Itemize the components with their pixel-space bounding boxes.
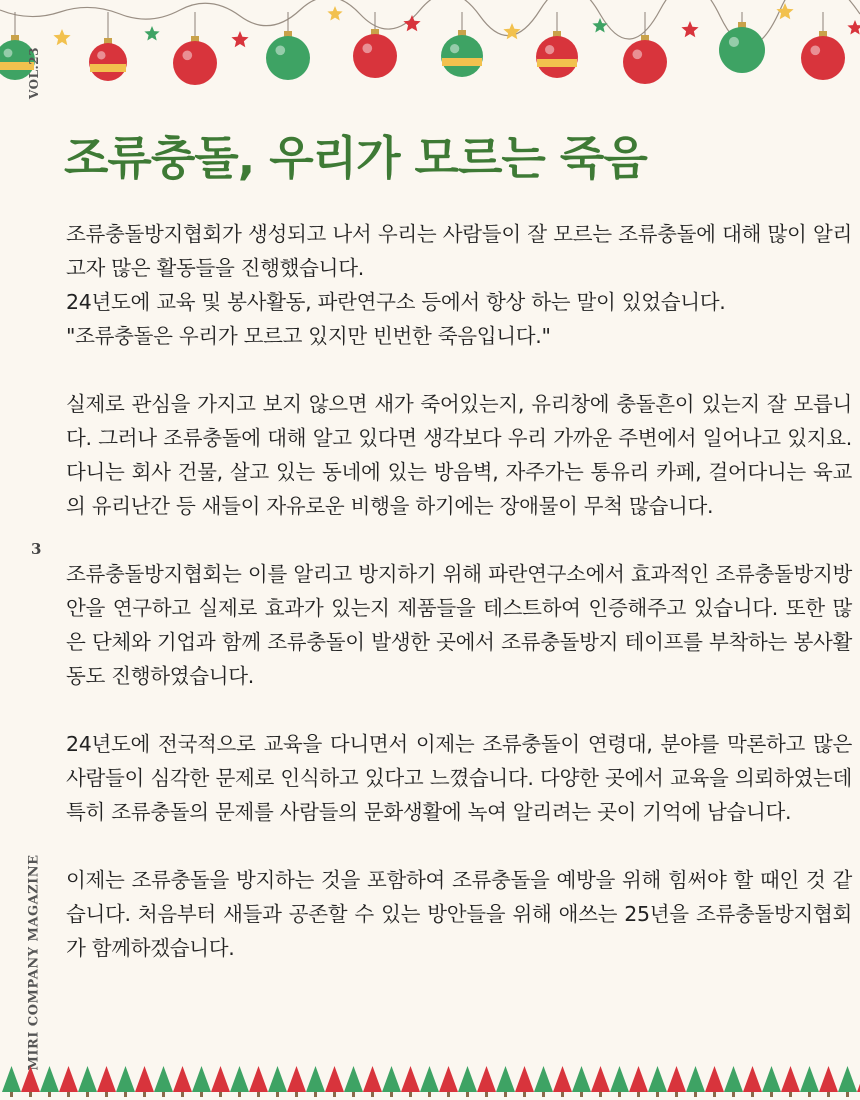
tree-icon <box>97 1066 116 1092</box>
tree-icon <box>268 1066 287 1092</box>
star-icon <box>144 26 159 41</box>
tree-icon <box>762 1066 781 1092</box>
paragraph-2 <box>66 387 852 523</box>
tree-icon <box>458 1066 477 1092</box>
tree-icon <box>610 1066 629 1092</box>
volume-label: VOL.23 <box>27 47 41 99</box>
tree-icon <box>306 1066 325 1092</box>
star-icon <box>776 3 793 19</box>
paragraph-4 <box>66 727 852 829</box>
tree-icon <box>591 1066 610 1092</box>
star-icon <box>327 6 342 21</box>
tree-icon <box>363 1066 382 1092</box>
tree-icon <box>401 1066 420 1092</box>
christmas-ornament-garland <box>0 0 860 100</box>
tree-icon <box>667 1066 686 1092</box>
star-icon <box>403 15 420 31</box>
tree-icon <box>553 1066 572 1092</box>
tree-icon <box>230 1066 249 1092</box>
tree-icon <box>325 1066 344 1092</box>
article-body <box>66 217 852 999</box>
ornament-ball <box>353 12 397 78</box>
paragraph-line: "조류충돌은 우리가 모르고 있지만 빈번한 죽음입니다." <box>66 324 551 348</box>
article-title: 조류충돌, 우리가 모르는 죽음 <box>64 131 647 185</box>
tree-icon <box>173 1066 192 1092</box>
page-number: 3 <box>31 540 42 558</box>
paragraph-1 <box>66 217 852 353</box>
tree-icon <box>439 1066 458 1092</box>
tree-icon <box>819 1066 838 1092</box>
ornament-ball <box>801 12 845 80</box>
tree-icon <box>686 1066 705 1092</box>
tree-icon <box>135 1066 154 1092</box>
ornament-ball <box>719 12 765 73</box>
star-icon <box>847 20 860 35</box>
star-icon <box>681 21 698 37</box>
tree-icon <box>838 1066 857 1092</box>
paragraph-3 <box>66 557 852 693</box>
tree-icon <box>629 1066 648 1092</box>
tree-icon <box>249 1066 268 1092</box>
tree-icon <box>800 1066 819 1092</box>
tree-icon <box>420 1066 439 1092</box>
paragraph-line: 24년도에 교육 및 봉사활동, 파란연구소 등에서 항상 하는 말이 있었습니다. <box>66 290 726 314</box>
tree-icon <box>515 1066 534 1092</box>
tree-icon <box>21 1066 40 1092</box>
tree-icon <box>648 1066 667 1092</box>
tree-icon <box>78 1066 97 1092</box>
paragraph-line: 24년도에 전국적으로 교육을 다니면서 이제는 조류충돌이 연령대, 분야를 막론하고 많은 사람들이 심각한 문제로 인식하고 있다고 느꼈습니다. 다양한 곳에서 교육을 의뢰하였는데 특히 조류충돌의 문제를 사람들의 문화생활에 녹여 알리려는 곳이 기억에 남습니다. <box>66 732 852 824</box>
tree-icon <box>2 1066 21 1092</box>
paragraph-line: 조류충돌방지협회는 이를 알리고 방지하기 위해 파란연구소에서 효과적인 조류충돌방지방안을 연구하고 실제로 효과가 있는지 제품들을 테스트하여 인증해주고 있습니다. 또한 많은 단체와 기업과 함께 조류충돌이 발생한 곳에서 조류충돌방지 테이프를 부착하는 봉사활동도 진행하였습니다. <box>66 562 852 688</box>
tree-icon <box>534 1066 553 1092</box>
paragraph-line: 이제는 조류충돌을 방지하는 것을 포함하여 조류충돌을 예방을 위해 힘써야 할 때인 것 같습니다. 처음부터 새들과 공존할 수 있는 방안들을 위해 애쓰는 25년을 조류충돌방지협회가 함께하겠습니다. <box>66 868 852 960</box>
tree-row <box>2 1066 860 1097</box>
tree-icon <box>477 1066 496 1092</box>
tree-icon <box>496 1066 515 1092</box>
star-icon <box>503 23 520 39</box>
tree-icon <box>192 1066 211 1092</box>
ornament-ball <box>536 12 578 78</box>
tree-icon <box>743 1066 762 1092</box>
tree-icon <box>59 1066 78 1092</box>
paragraph-5 <box>66 863 852 965</box>
ornament-ball <box>173 12 217 85</box>
star-icon <box>592 18 607 33</box>
paragraph-line: 조류충돌방지협회가 생성되고 나서 우리는 사람들이 잘 모르는 조류충돌에 대해 많이 알리고자 많은 활동들을 진행했습니다. <box>66 222 852 280</box>
star-icon <box>231 31 248 47</box>
paragraph-line: 실제로 관심을 가지고 보지 않으면 새가 죽어있는지, 유리창에 충돌흔이 있는지 잘 모릅니다. 그러나 조류충돌에 대해 알고 있다면 생각보다 우리 가까운 주변에서 일어나고 있지요. 다니는 회사 건물, 살고 있는 동네에 있는 방음벽, 자주가는 통유리 카페, 걸어다니는 육교의 유리난간 등 새들이 자유로운 비행을 하기에는 장애물이 무척 많습니다. <box>66 392 852 518</box>
tree-icon <box>344 1066 363 1092</box>
star-icon <box>53 29 70 45</box>
tree-icon <box>211 1066 230 1092</box>
tree-icon <box>724 1066 743 1092</box>
tree-icon <box>572 1066 591 1092</box>
magazine-name-label: MIRI COMPANY MAGAZINE <box>26 854 42 1071</box>
christmas-tree-border <box>0 1062 860 1100</box>
tree-icon <box>154 1066 173 1092</box>
tree-icon <box>781 1066 800 1092</box>
ornament-ball <box>623 12 667 84</box>
ornament-ball <box>89 12 127 81</box>
tree-icon <box>705 1066 724 1092</box>
tree-icon <box>382 1066 401 1092</box>
tree-icon <box>287 1066 306 1092</box>
tree-icon <box>40 1066 59 1092</box>
tree-icon <box>116 1066 135 1092</box>
ornament-ball <box>441 12 483 77</box>
ornaments <box>0 12 845 85</box>
ornament-ball <box>266 12 310 80</box>
